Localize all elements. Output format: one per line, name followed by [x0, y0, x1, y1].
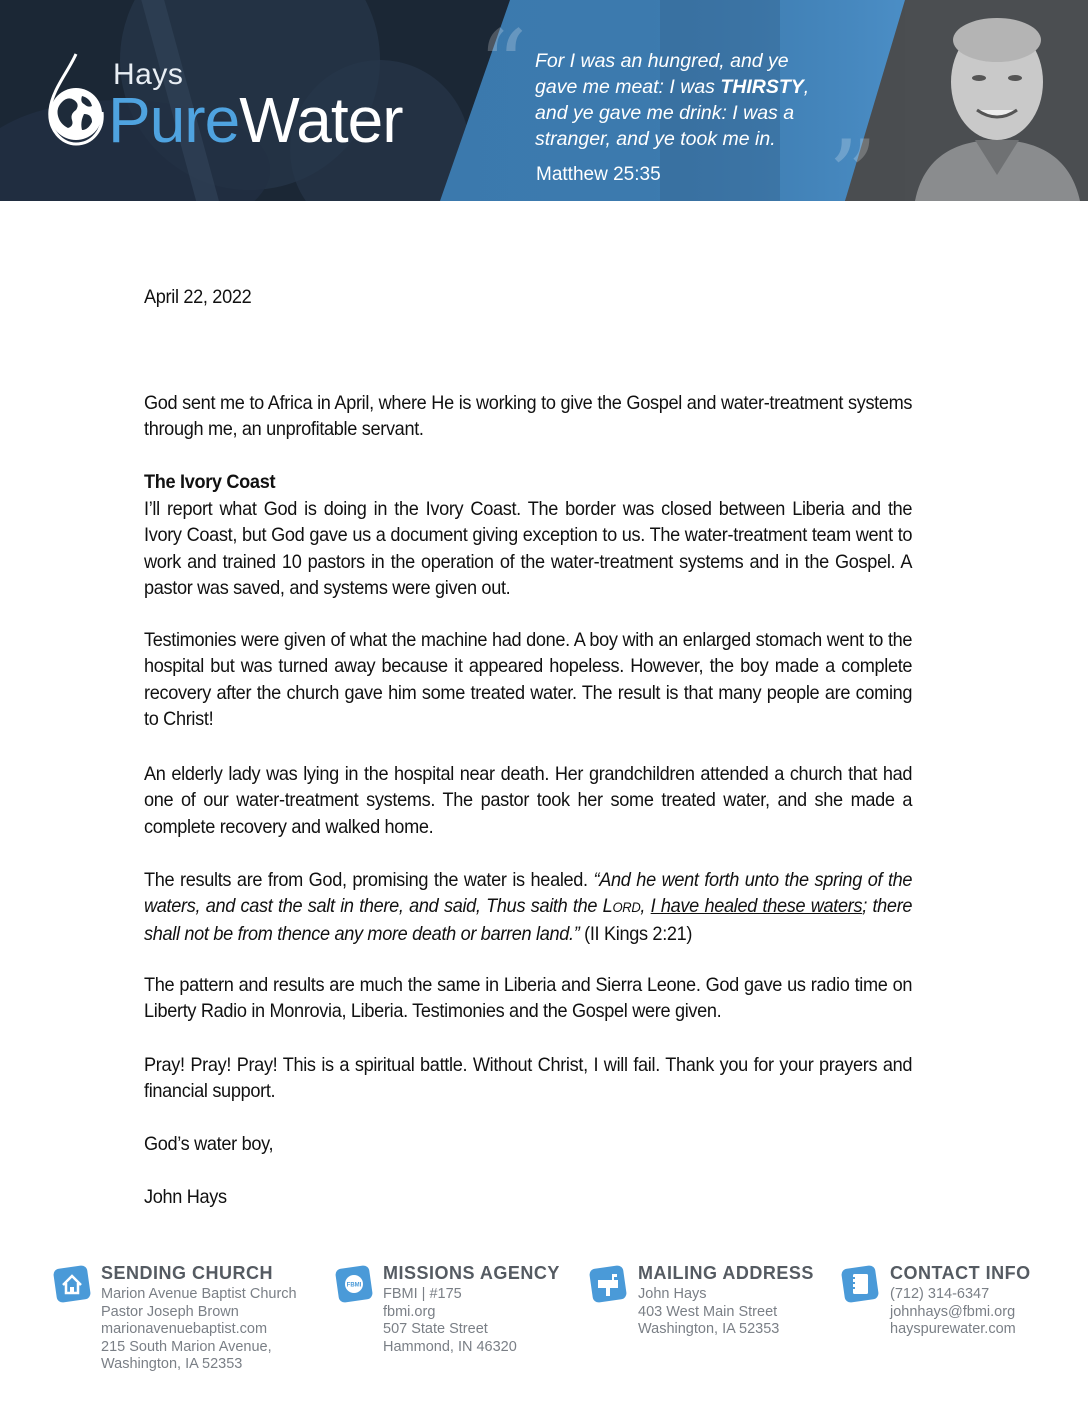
- logo-purewater-text: [108, 84, 403, 156]
- missions-agency-line: FBMI | #175: [383, 1286, 462, 1302]
- letter-signature: John Hays: [144, 1186, 227, 1208]
- contact-info-title: CONTACT INFO: [890, 1263, 1031, 1283]
- close-quote-mark-icon: ”: [828, 120, 878, 201]
- letter-date: April 22, 2022: [144, 286, 252, 308]
- sending-church-line: Marion Avenue Baptist Church: [101, 1286, 297, 1302]
- section-heading-ivory-coast: The Ivory Coast: [144, 471, 276, 493]
- quote-line-2: gave me meat: I was THIRSTY,: [535, 76, 810, 98]
- quote-reference: Matthew 25:35: [536, 164, 661, 185]
- paragraph-liberia-sierra-leone: The pattern and results are much the same in Liberia and Sierra Leone. God gave us radio time on Liberty Radio in Monrovia, Liberia. Testimonies and the Gospel were given.: [144, 974, 913, 1023]
- logo-pure-word: Pure: [108, 84, 240, 156]
- logo-hays-text: Hays: [113, 58, 184, 91]
- sending-church-line: 215 South Marion Avenue,: [101, 1338, 272, 1355]
- mailbox-icon: [588, 1264, 628, 1304]
- missions-agency-title: MISSIONS AGENCY: [383, 1263, 560, 1283]
- paragraph-testimonies: Testimonies were given of what the machine had done. A boy with an enlarged stomach went to the hospital but was turned away because it appeared hopeless. However, the boy made a complete recovery after the church gave him some treated water. The result is that many people are coming to Christ!: [144, 629, 913, 730]
- fbmi-badge-text: FBMI: [346, 1282, 362, 1289]
- paragraph-scripture: The results are from God, promising the water is healed. “And he went forth unto the spring of the waters, and cast the salt in there, and said, Thus saith the LORD, I have healed these waters; there shall not be from thence any more death or barren land.” (II Kings 2:21): [144, 869, 913, 945]
- letter-closing: God’s water boy,: [144, 1133, 274, 1155]
- paragraph-ivory-coast-report: I’ll report what God is doing in the Ivory Coast. The border was closed between Liberia and the Ivory Coast, but God gave us a document giving exception to us. The water-treatment team went to work and trained 10 pastors in the operation of the water-treatment systems and in the Gospel. A pastor was saved, and systems were given out.: [144, 498, 913, 599]
- sending-church-title: SENDING CHURCH: [101, 1263, 274, 1283]
- church-icon: [52, 1264, 92, 1304]
- quote-line-1: For I was an hungred, and ye: [535, 50, 789, 72]
- scripture-quote-text: “And he went forth unto the spring of the waters, and cast the salt in there, and said, Thus saith the LORD, I have healed these waters; there shall not be from thence any more death or barren land.”: [144, 869, 913, 945]
- paragraph-elderly-lady: An elderly lady was lying in the hospital near death. Her grandchildren attended a church that had one of our water-treatment systems. The pastor took her some treated water, and she made a complete recovery and walked home.: [144, 763, 913, 838]
- sending-church-line: Pastor Joseph Brown: [101, 1303, 239, 1320]
- mailing-address-line: John Hays: [638, 1286, 707, 1302]
- underlined-phrase: I have healed these waters: [650, 895, 863, 918]
- open-quote-mark-icon: “: [478, 10, 528, 122]
- mailing-address-line: 403 West Main Street: [638, 1303, 778, 1320]
- portrait-photo: [905, 0, 1088, 201]
- missions-agency-line: 507 State Street: [383, 1321, 488, 1337]
- mailing-address-title: MAILING ADDRESS: [638, 1263, 814, 1283]
- quote-line-4: stranger, and ye took me in.: [535, 128, 776, 150]
- sending-church-line: Washington, IA 52353: [101, 1356, 243, 1372]
- missions-agency-line: Hammond, IN 46320: [383, 1338, 517, 1355]
- fbmi-badge-icon: [334, 1264, 374, 1304]
- paragraph-intro: God sent me to Africa in April, where He is working to give the Gospel and water-treatment systems through me, an unprofitable servant.: [144, 392, 913, 441]
- contact-phone[interactable]: (712) 314-6347: [890, 1286, 990, 1302]
- address-book-icon: [840, 1264, 880, 1304]
- quote-emphasis: THIRSTY: [720, 76, 804, 98]
- mailing-address-line: Washington, IA 52353: [638, 1321, 780, 1337]
- logo-water-word: Water: [239, 84, 403, 156]
- contact-email[interactable]: johnhays@fbmi.org: [890, 1303, 1016, 1320]
- scripture-reference: (II Kings 2:21): [579, 922, 693, 945]
- contact-website[interactable]: hayspurewater.com: [890, 1321, 1016, 1337]
- header-banner: [0, 0, 1088, 201]
- sending-church-line[interactable]: marionavenuebaptist.com: [101, 1321, 268, 1337]
- quote-line-3: and ye gave me drink: I was a: [535, 102, 795, 124]
- paragraph-prayer-request: Pray! Pray! Pray! This is a spiritual battle. Without Christ, I will fail. Thank you for your prayers and financial support.: [144, 1054, 913, 1103]
- scripture-quote: [535, 48, 875, 152]
- missions-agency-line[interactable]: fbmi.org: [383, 1303, 436, 1320]
- water-drop-globe-logo-icon: [38, 52, 108, 147]
